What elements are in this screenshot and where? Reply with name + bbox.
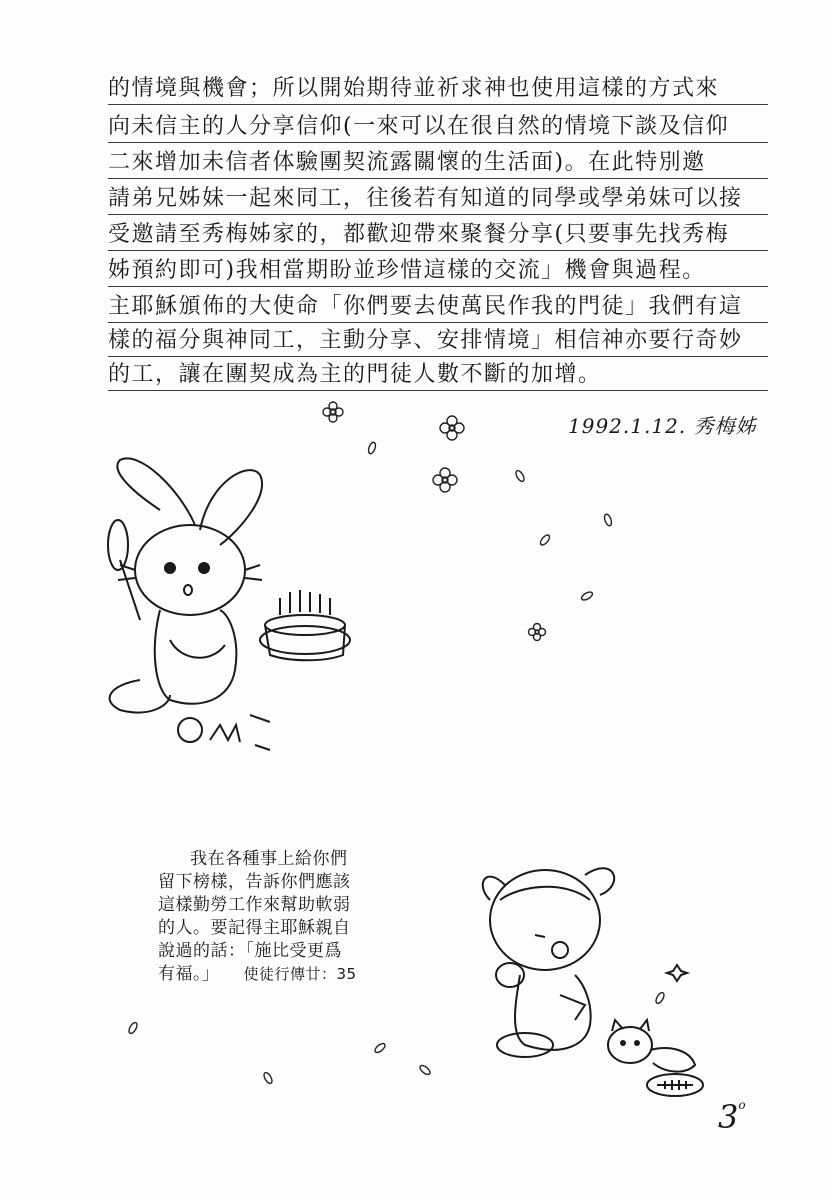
letter-line-8: 樣的福分與神同工，主動分享、安排情境」相信神亦要行奇妙 <box>108 326 768 357</box>
letter-line-9: 的工，讓在團契成為主的門徒人數不斷的加增。 <box>108 360 768 391</box>
letter-line-5: 受邀請至秀梅姊家的，都歡迎帶來聚餐分享(只要事先找秀梅 <box>108 220 768 251</box>
letter-line-2: 向未信主的人分享信仰(一來可以在很自然的情境下談及信仰 <box>108 112 768 143</box>
flower-icon <box>323 402 343 422</box>
bible-verse <box>158 848 368 986</box>
verse-line: 我在各種事上給你們 <box>190 849 348 869</box>
letter-line-1: 的情境與機會；所以開始期待並祈求神也使用這樣的方式來 <box>108 74 768 105</box>
letter-line-4: 請弟兄姊妹一起來同工，往後若有知道的同學或學弟妹可以接 <box>108 184 768 215</box>
flower-icon <box>529 624 546 641</box>
letter-line-7: 主耶穌頒佈的大使命「你們要去使萬民作我的門徒」我們有這 <box>108 292 768 323</box>
flower-icon <box>433 468 457 492</box>
flower-icon <box>440 416 464 440</box>
verse-line: 留下榜樣，告訴你們應該 <box>158 872 351 892</box>
verse-line: 說過的話：「施比受更爲 <box>158 941 342 961</box>
bunny-baker-illustration <box>100 450 360 760</box>
signature-date: 1992.1.12. 秀梅姊 <box>568 414 757 438</box>
praying-girl-illustration <box>465 845 725 1105</box>
page-number: 3$^o$ <box>718 1098 746 1136</box>
verse-line: 有福。」 <box>158 964 220 984</box>
verse-line: 這樣勤勞工作來幫助軟弱 <box>158 895 351 915</box>
letter-line-6: 姊預約即可)我相當期盼並珍惜這樣的交流」機會與過程。 <box>108 256 768 287</box>
letter-line-3: 二來增加未信者体驗團契流露關懷的生活面)。在此特別邀 <box>108 148 768 179</box>
verse-line: 的人。要記得主耶穌親自 <box>158 918 351 938</box>
verse-reference: 使徒行傳廿：35 <box>243 965 357 983</box>
